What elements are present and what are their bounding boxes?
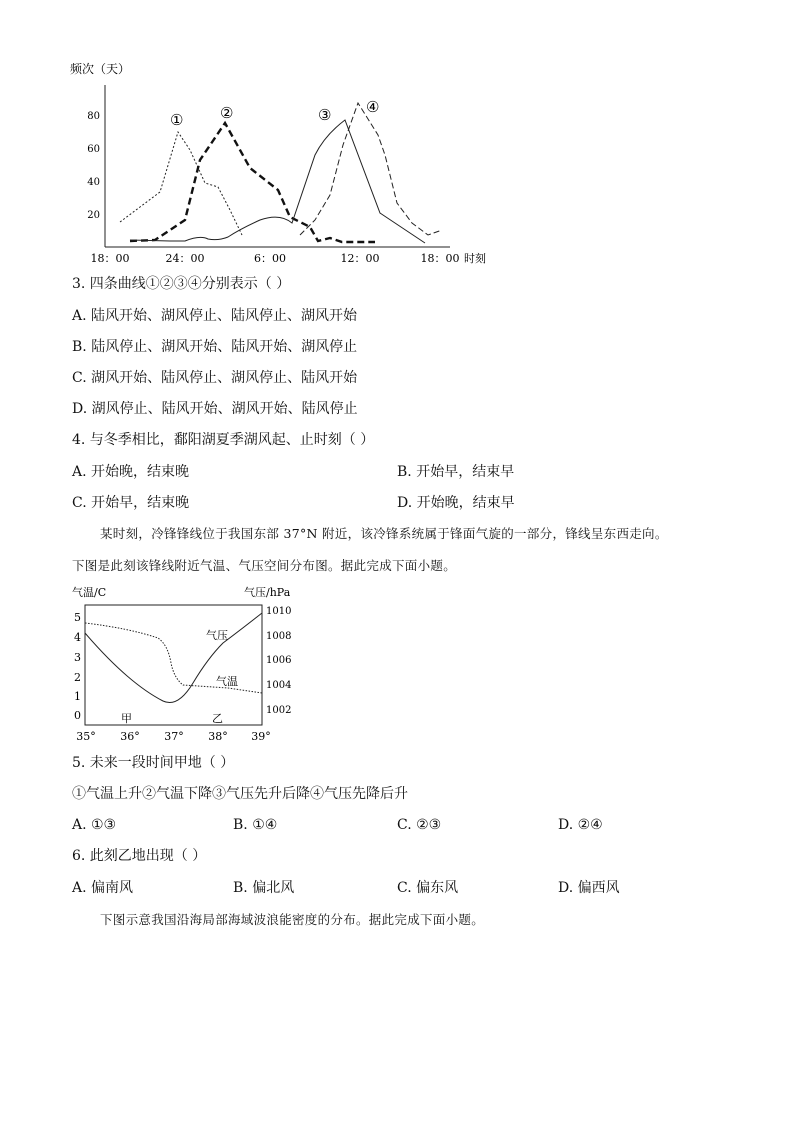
chart1-xlabel: 时刻 bbox=[464, 252, 486, 265]
chart1-xtick: 6：00 bbox=[254, 252, 286, 265]
curve-1 bbox=[120, 132, 242, 235]
x-tick: 39° bbox=[251, 730, 271, 743]
question-3-option-b[interactable]: B. 陆风停止、湖风开始、陆风开始、湖风停止 bbox=[72, 339, 358, 355]
question-5-option-b[interactable]: B. ①④ bbox=[233, 817, 278, 833]
chart1-ytick: 60 bbox=[87, 144, 100, 155]
question-5-option-c[interactable]: C. ②③ bbox=[397, 817, 442, 833]
land-lake-breeze-chart bbox=[60, 55, 500, 270]
temperature-label: 气温 bbox=[216, 675, 238, 688]
pressure-label: 气压 bbox=[206, 629, 228, 642]
question-3-option-a[interactable]: A. 陆风开始、湖风停止、陆风停止、湖风开始 bbox=[72, 308, 358, 324]
question-3-stem: 3. 四条曲线①②③④分别表示（ ） bbox=[72, 276, 291, 292]
pressure-curve bbox=[85, 613, 262, 703]
question-6-option-c[interactable]: C. 偏东风 bbox=[397, 880, 459, 896]
right-tick: 1010 bbox=[266, 606, 292, 617]
question-6-option-a[interactable]: A. 偏南风 bbox=[72, 880, 134, 896]
curve-4-label: ④ bbox=[366, 98, 380, 116]
curve-1-label: ① bbox=[170, 111, 184, 129]
place-yi: 乙 bbox=[212, 712, 223, 725]
left-tick: 0 bbox=[74, 709, 81, 722]
chart1-ylabel: 频次（天） bbox=[70, 62, 131, 76]
question-6-stem: 6. 此刻乙地出现（ ） bbox=[72, 848, 207, 864]
x-tick: 36° bbox=[120, 730, 140, 743]
passage-line-1: 某时刻，冷锋锋线位于我国东部 37°N 附近，该冷锋系统属于锋面气旋的一部分，锋线呈东西走向。 bbox=[100, 526, 668, 541]
question-6-option-b[interactable]: B. 偏北风 bbox=[233, 880, 295, 896]
curve-2-label: ② bbox=[220, 104, 234, 122]
question-3-option-d[interactable]: D. 湖风停止、陆风开始、湖风开始、陆风停止 bbox=[72, 401, 358, 417]
question-6-option-d[interactable]: D. 偏西风 bbox=[558, 880, 620, 896]
left-tick: 1 bbox=[74, 690, 81, 703]
question-4-option-a[interactable]: A. 开始晚，结束晚 bbox=[72, 464, 190, 480]
right-axis-label: 气压/hPa bbox=[244, 586, 291, 599]
question-5-option-a[interactable]: A. ①③ bbox=[72, 817, 117, 833]
passage-line-2: 下图是此刻该锋线附近气温、气压空间分布图。据此完成下面小题。 bbox=[72, 558, 457, 573]
temp-pressure-chart bbox=[68, 583, 298, 748]
question-4-option-c[interactable]: C. 开始早，结束晚 bbox=[72, 495, 190, 511]
question-4-option-b[interactable]: B. 开始早，结束早 bbox=[397, 464, 515, 480]
chart1-ytick: 40 bbox=[87, 177, 100, 188]
question-5-option-d[interactable]: D. ②④ bbox=[558, 817, 603, 833]
chart1-xtick: 12：00 bbox=[340, 252, 380, 265]
place-jia: 甲 bbox=[121, 712, 132, 725]
question-4-stem: 4. 与冬季相比，鄱阳湖夏季湖风起、止时刻（ ） bbox=[72, 432, 375, 448]
left-axis-label: 气温/C bbox=[72, 586, 107, 599]
chart1-xtick: 24：00 bbox=[165, 252, 205, 265]
chart1-ytick: 20 bbox=[87, 210, 100, 221]
right-tick: 1008 bbox=[266, 631, 292, 642]
chart2-frame bbox=[85, 605, 262, 725]
curve-3-label: ③ bbox=[318, 106, 332, 124]
left-tick: 3 bbox=[74, 651, 81, 664]
left-tick: 5 bbox=[74, 611, 81, 624]
question-3-option-c[interactable]: C. 湖风开始、陆风停止、湖风停止、陆风开始 bbox=[72, 370, 358, 386]
question-5-statements: ①气温上升②气温下降③气压先升后降④气压先降后升 bbox=[72, 786, 408, 802]
chart1-xtick: 18：00 bbox=[90, 252, 130, 265]
x-tick: 38° bbox=[208, 730, 228, 743]
left-tick: 4 bbox=[74, 631, 81, 644]
closing-line: 下图示意我国沿海局部海域波浪能密度的分布。据此完成下面小题。 bbox=[100, 912, 485, 927]
left-tick: 2 bbox=[74, 671, 81, 684]
right-tick: 1002 bbox=[266, 705, 292, 716]
curve-3 bbox=[130, 120, 425, 243]
curve-2 bbox=[130, 123, 375, 242]
question-5-stem: 5. 未来一段时间甲地（ ） bbox=[72, 755, 235, 771]
x-tick: 37° bbox=[164, 730, 184, 743]
chart1-xtick: 18：00 bbox=[420, 252, 460, 265]
right-tick: 1004 bbox=[266, 680, 292, 691]
chart1-ytick: 80 bbox=[87, 111, 100, 122]
question-4-option-d[interactable]: D. 开始晚，结束早 bbox=[397, 495, 515, 511]
right-tick: 1006 bbox=[266, 655, 292, 666]
x-tick: 35° bbox=[76, 730, 96, 743]
